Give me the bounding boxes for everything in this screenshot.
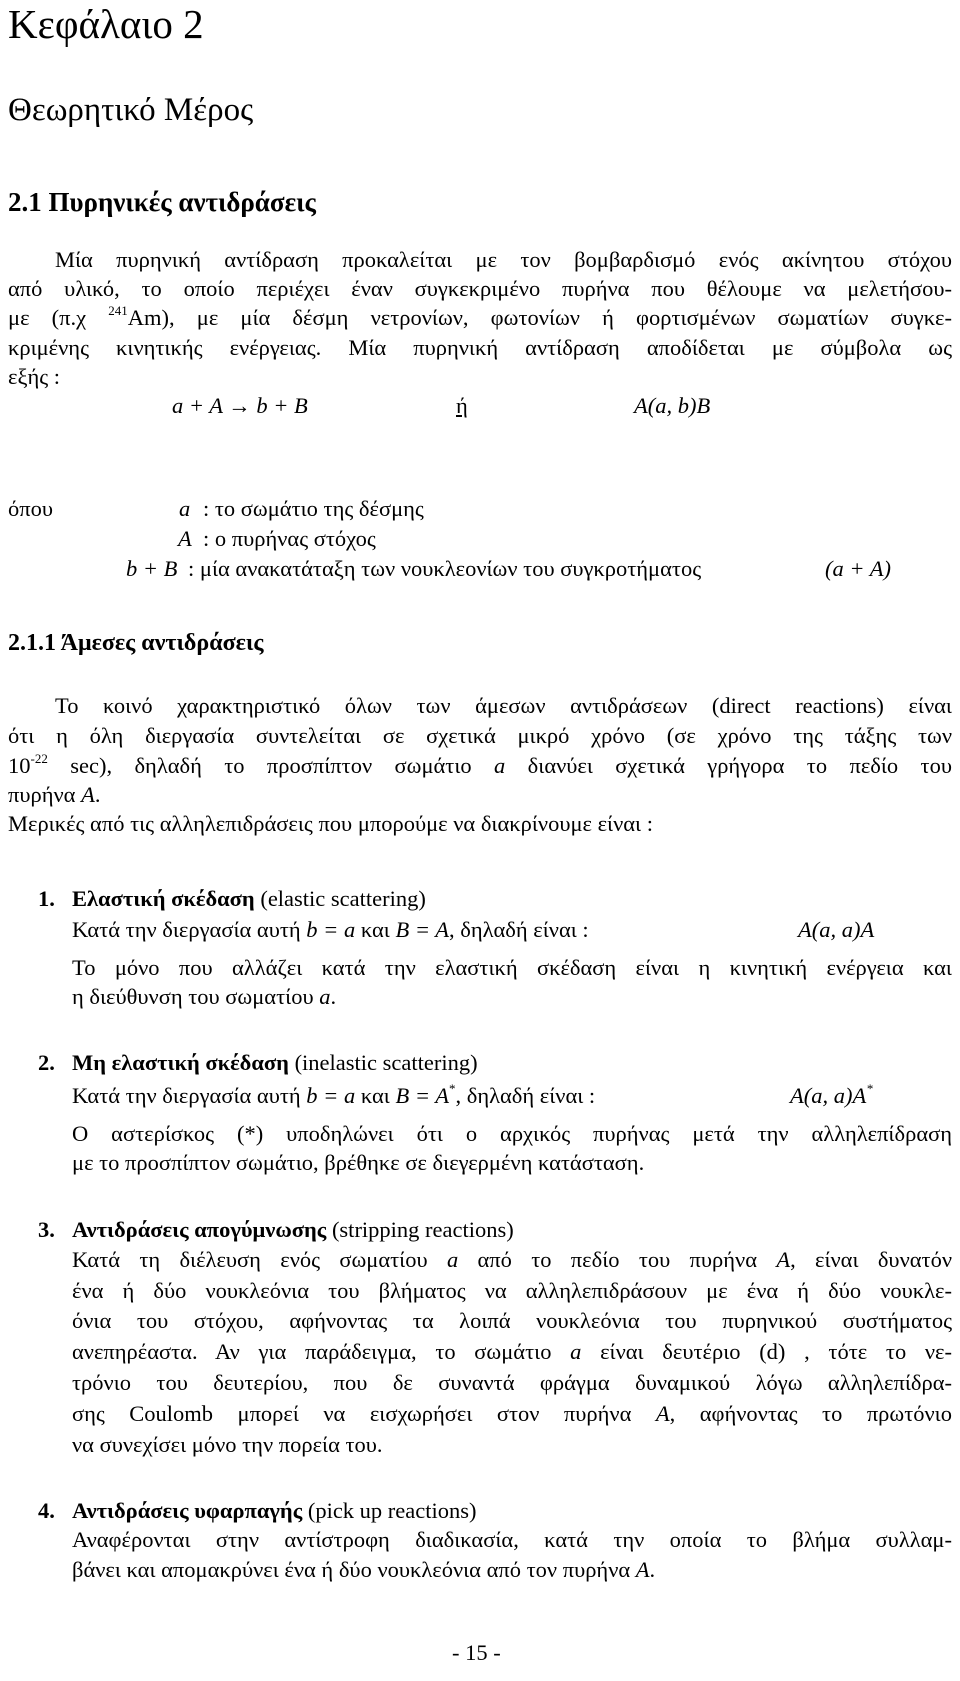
where-desc-a: : το σωμάτιο της δέσμης (203, 496, 424, 521)
intro-line-4: κριμένης κινητικής ενέργειας. Μία πυρηνική αντίδραση αποδίδεται με σύμβολα ως (8, 335, 952, 360)
item-4-line-2: βάνει και απομακρύνει ένα ή δύο νουκλεόνια από τον πυρήνα A. (72, 1557, 656, 1582)
item-2-line-2: με το προσπίπτον σωμάτιο, βρέθηκε σε διεγερμένη κατάσταση. (72, 1150, 645, 1175)
intro-line-2: από υλικό, το οποίο περιέχει έναν συγκεκριμένο πυρήνα που θέλουμε να μελετήσου- (8, 276, 952, 301)
where-symbol-a: a (179, 496, 191, 521)
chapter-title: Κεφάλαιο 2 (8, 1, 204, 47)
item-2-line-1: Ο αστερίσκος (*) υποδηλώνει ότι ο αρχικός πυρήνας μετά την αλληλεπίδραση (72, 1121, 952, 1146)
item-3-line-3: όνια του στόχου, αφήνοντας τα λοιπά νουκλεόνια του πυρηνικού συστήματος (72, 1308, 952, 1333)
item-3-line-7: να συνεχίσει μόνο την πορεία του. (72, 1432, 383, 1457)
item-2-result: A(a, a)A* (790, 1081, 873, 1108)
equation-right: A(a, b)B (634, 393, 711, 418)
direct-line-1: Το κοινό χαρακτηριστικό όλων των άμεσων αντιδράσεων (direct reactions) είναι (55, 693, 952, 718)
where-desc-A: : ο πυρήνας στόχος (203, 526, 376, 551)
item-1-number: 1. (38, 886, 55, 911)
intro-line-5: εξής : (8, 364, 61, 389)
part-title: Θεωρητικό Μέρος (8, 92, 254, 128)
item-1-line-2: η διεύθυνση του σωματίου a. (72, 984, 337, 1009)
item-2-number: 2. (38, 1050, 55, 1075)
subsection-title: 2.1.1 Άμεσες αντιδράσεις (8, 630, 264, 656)
item-3-line-6: σης Coulomb μπορεί να εισχωρήσει στον πυρήνα A, αφήνοντας το πρωτόνιο (72, 1401, 952, 1426)
intro-line-1: Μία πυρηνική αντίδραση προκαλείται με τον βομβαρδισμό ενός ακίνητου στόχου (55, 247, 952, 272)
direct-line-5: Μερικές από τις αλληλεπιδράσεις που μπορούμε να διακρίνουμε είναι : (8, 811, 653, 836)
direct-line-2: ότι η όλη διεργασία συντελείται σε σχετικά μικρό χρόνο (σε χρόνο της τάξης των (8, 723, 952, 748)
item-3-line-1: Κατά τη διέλευση ενός σωματίου a από το πεδίο του πυρήνα A, είναι δυνατόν (72, 1247, 953, 1272)
page-number: - 15 - (452, 1640, 501, 1665)
section-title: 2.1 Πυρηνικές αντιδράσεις (8, 187, 316, 217)
equation-or: ή (456, 393, 468, 418)
item-1-result: A(a, a)A (798, 917, 875, 942)
item-3-line-2: ένα ή δύο νουκλεόνια του βλήματος να αλληλεπιδράσουν με ένα ή δύο νουκλε- (72, 1278, 952, 1303)
item-1-condition: Κατά την διεργασία αυτή b = a και B = A, δηλαδή είναι : (72, 917, 589, 942)
where-label: όπου (8, 496, 53, 521)
item-3-title: Αντιδράσεις απογύμνωσης (stripping reactions) (72, 1217, 514, 1242)
where-symbol-bB: b + B (126, 556, 178, 581)
item-1-line-1: Το μόνο που αλλάζει κατά την ελαστική σκέδαση είναι η κινητική ενέργεια και (72, 955, 952, 980)
intro-line-3: με (π.χ $^{241}$Am), με μία δέσμη νετρονίων, φωτονίων ή φορτισμένων σωματίων συγκε- (8, 303, 952, 330)
equation-left: a + A → b + B (172, 393, 308, 418)
where-symbol-A: A (178, 526, 192, 551)
direct-line-3: $10^{-22}$ sec), δηλαδή το προσπίπτον σωμάτιο a διανύει σχετικά γρήγορα το πεδίο του (8, 751, 952, 778)
item-2-title: Μη ελαστική σκέδαση (inelastic scattering) (72, 1050, 478, 1075)
item-4-title: Αντιδράσεις υφαρπαγής (pick up reactions) (72, 1498, 477, 1523)
item-4-number: 4. (38, 1498, 55, 1523)
direct-line-4: πυρήνα A. (8, 782, 101, 807)
item-3-line-5: τρόνιο του δευτερίου, που δε συναντά φράγμα δυναμικού λόγω αλληλεπίδρα- (72, 1370, 952, 1395)
item-3-number: 3. (38, 1217, 55, 1242)
item-4-line-1: Αναφέρονται στην αντίστροφη διαδικασία, κατά την οποία το βλήμα συλλαμ- (72, 1527, 952, 1552)
item-1-title: Ελαστική σκέδαση (elastic scattering) (72, 886, 426, 911)
where-tail-aA: (a + A) (825, 556, 892, 581)
item-2-condition: Κατά την διεργασία αυτή b = a και B = A*, δηλαδή είναι : (72, 1081, 596, 1108)
where-desc-bB: : μία ανακατάταξη των νουκλεονίων του συγκροτήματος (188, 556, 702, 581)
item-3-line-4: ανεπηρέαστα. Αν για παράδειγμα, το σωμάτιο a είναι δευτέριο (d) , τότε το νε- (72, 1339, 952, 1364)
